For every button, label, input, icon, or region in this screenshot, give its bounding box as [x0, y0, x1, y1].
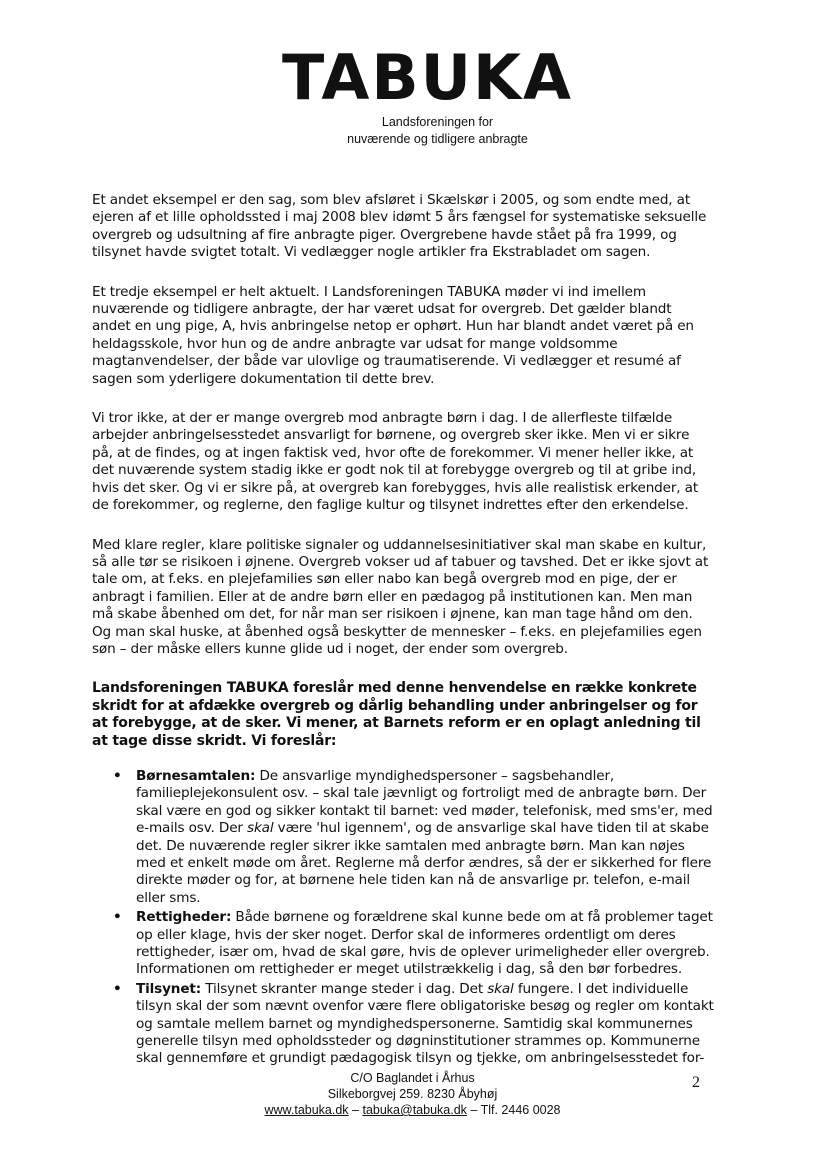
proposal-text: Tilsynet skranter mange steder i dag. Det — [201, 980, 488, 997]
proposal-intro: Landsforeningen TABUKA foreslår med denne henvendelse en række konkrete skridt for at afdække overgreb og dårlig behandling under anbringelser og for at forebygge, at de sker. Vi mener, at Barnets reform er en oplagt anledning til at tage disse skridt. Vi foreslår: — [92, 680, 701, 749]
proposal-item-rettigheder — [92, 909, 714, 979]
footer-address-line1: C/O Baglandet i Århus — [350, 1071, 475, 1085]
proposal-emphasis: skal — [487, 980, 514, 997]
website-link[interactable]: www.tabuka.dk — [264, 1103, 349, 1117]
paragraph-4: Med klare regler, klare politiske signaler og uddannelsesinitiativer skal man skabe en kultur, så alle tør se risikoen i øjnene. Overgreb vokser ud af tabuer og tavshed. Det er ikke sjovt at tale om, at f.eks. en plejefamilies søn eller nabo kan begå overgreb mod en pige, der er anbragt i familien. Eller at de andre børn eller en pædagog på institutionen kan. Men man må skabe åbenhed om det, for når man ser risikoen i øjnene, kan man tage hånd om den. Og man skal huske, at åbenhed også beskytter de mennesker – f.eks. en plejefamilies egen søn – der måske ellers kunne glide ud i noget, der ender som overgreb. — [92, 536, 709, 657]
footer-address-line2: Silkeborgvej 259. 8230 Åbyhøj — [327, 1087, 498, 1101]
paragraph-2: Et tredje eksempel er helt aktuelt. I Landsforeningen TABUKA møder vi ind imellem nuværende og tidligere anbragte, der har været udsat for overgreb. Det gælder blandt andet en ung pige, A, hvis anbringelse netop er ophørt. Hun har blandt andet været på en heldagsskole, hvor hun og de andre anbragte var udsat for mange voldsomme magtanvendelser, der både var ulovlige og traumatiserende. Vi vedlægger et resumé af sagen som yderligere dokumentation til dette brev. — [92, 283, 694, 387]
footer-separator: – — [348, 1103, 363, 1117]
proposal-emphasis: skal — [247, 820, 274, 837]
proposal-item-boernesamtalen — [92, 768, 714, 907]
letterhead-subtitle-line2: nuværende og tidligere anbragte — [347, 132, 528, 146]
proposal-text: De ansvarlige myndighedspersoner – sagsbehandler, familieplejekonsulent osv. – skal tale jævnligt og fortroligt med de anbragte børn. Der skal være en god og sikker kontakt til barnet: ved møder, telefonisk, med sms'er, med e-mails osv. Der — [136, 767, 713, 837]
bullet-icon: • — [113, 909, 122, 926]
bullet-icon: • — [113, 980, 122, 997]
letterhead-subtitle-line1: Landsforeningen for — [381, 115, 494, 129]
paragraph-1: Et andet eksempel er den sag, som blev afsløret i Skælskør i 2005, og som endte med, at ejeren af et lille opholdssted i maj 2008 blev idømt 5 års fængsel for systematiske seksuelle overgreb og udsultning af fire anbragte piger. Overgrebene havde stået på fra 1999, og tilsynet havde svigtet totalt. Vi vedlægger nogle artikler fra Ekstrabladet om sagen. — [92, 192, 707, 261]
letter-body — [92, 192, 714, 1070]
bullet-icon: • — [113, 767, 122, 784]
footer-phone: – Tlf. 2446 0028 — [466, 1103, 561, 1117]
proposal-text-cont: være 'hul igennem', og de ansvarlige skal have tiden til at skabe det. De nuværende regler sikrer ikke samtalen med anbragte børn. Man kan nøjes med et enkelt møde om året. Reglerne må derfor ændres, så der er sikkerhed for flere direkte møder og for, at børnene hele tiden kan nå de ansvarlige pr. telefon, e-mail eller sms. — [136, 820, 712, 906]
page-number: 2 — [692, 1074, 700, 1091]
proposal-text-cont: fungere. I det individuelle tilsyn skal der som nævnt ovenfor være flere obligatoriske besøg og regler om kontakt og samtale mellem barnet og myndighedspersonerne. Samtidig skal kommunernes generelle tilsyn med opholdssteder og døgninstitutioner strammes op. Kommunerne skal gennemføre et grundigt pædagogisk tilsyn og tjekke, om anbringelsesstedet for- — [136, 980, 714, 1067]
proposal-term: Børnesamtalen: — [136, 767, 256, 784]
tabuka-logo: TABUKA — [281, 41, 574, 114]
proposal-term: Tilsynet: — [136, 980, 202, 997]
letterhead — [0, 42, 825, 148]
proposal-item-tilsynet — [92, 981, 714, 1068]
email-link[interactable]: tabuka@tabuka.dk — [362, 1103, 467, 1117]
letter-footer — [0, 1070, 825, 1118]
proposal-list — [92, 768, 714, 1068]
paragraph-3: Vi tror ikke, at der er mange overgreb mod anbragte børn i dag. I de allerfleste tilfælde arbejder anbringelsesstedet ansvarligt for børnene, og overgreb sker ikke. Men vi er sikre på, at de findes, og at ingen faktisk ved, hvor ofte de forekommer. Vi mener heller ikke, at det nuværende system stadig ikke er godt nok til at forebygge overgreb og til at gribe ind, hvis det sker. Og vi er sikre på, at overgreb kan forebygges, hvis alle realistisk erkender, at de forekommer, og reglerne, den faglige kultur og tilsynet indrettes efter den erkendelse. — [92, 410, 698, 514]
footer-contact-line — [0, 1102, 825, 1118]
proposal-term: Rettigheder: — [136, 909, 232, 926]
proposal-text: Både børnene og forældrene skal kunne bede om at få problemer taget op eller klage, hvis der sker noget. Derfor skal de informeres ordentligt om deres rettigheder, især om, hvad de skal gøre, hvis de oplever urimeligheder eller overgreb. Informationen om rettigheder er meget utilstrækkelig i dag, så den bør forbedres. — [136, 909, 713, 978]
